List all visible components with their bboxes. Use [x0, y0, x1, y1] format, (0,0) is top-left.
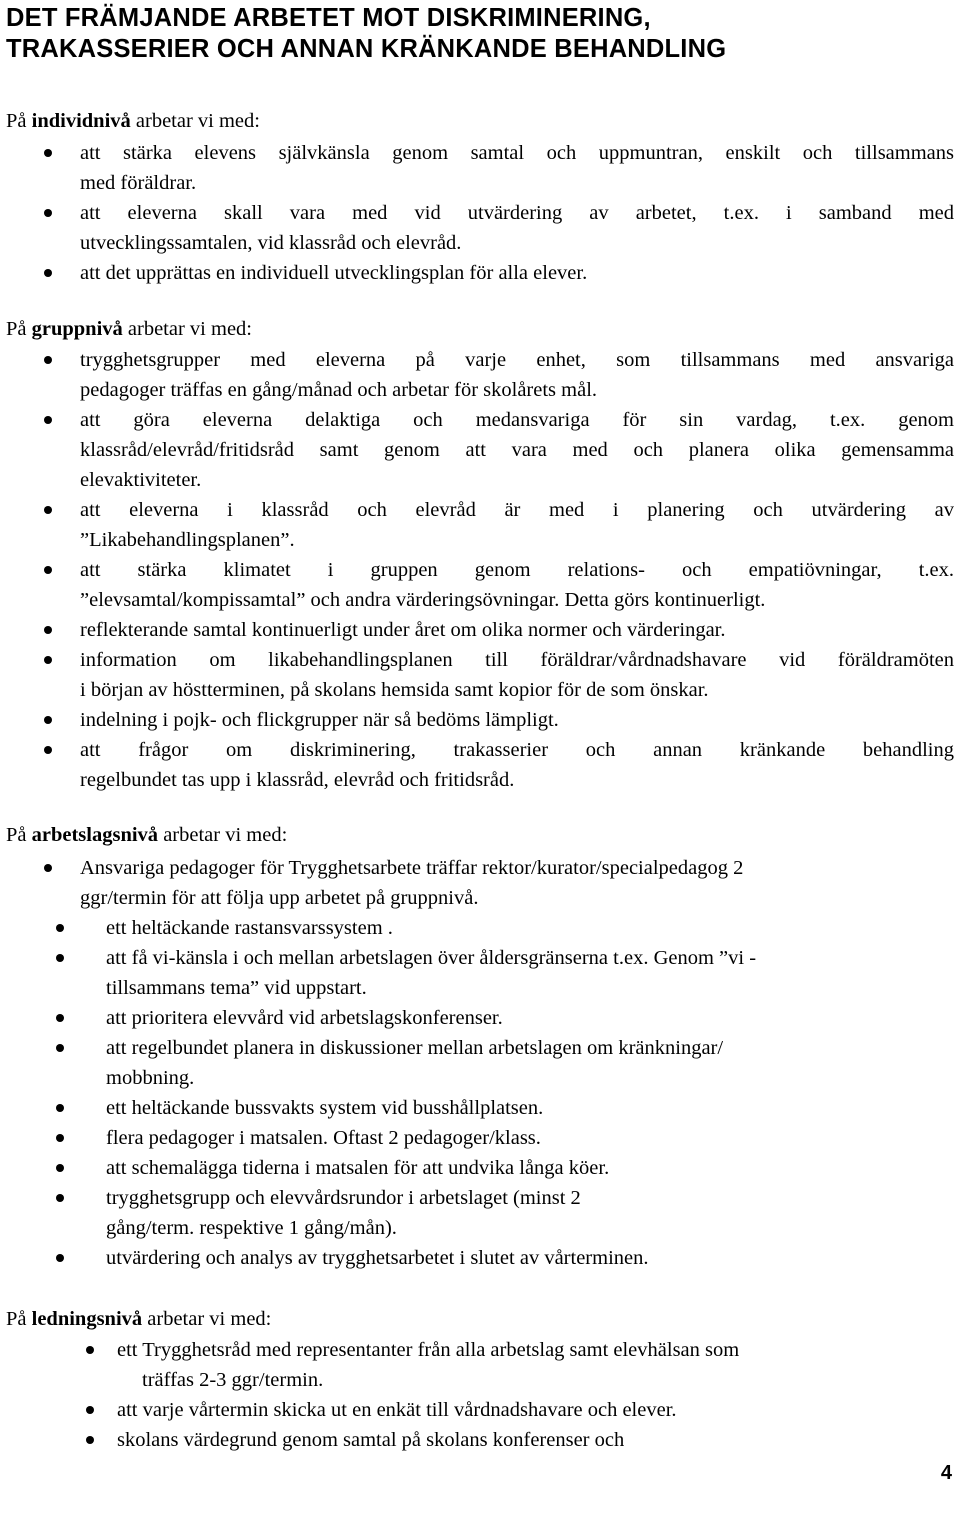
list-item: [80, 645, 954, 705]
list-item-line: att prioritera elevvård vid arbetslagskonferenser.: [106, 1007, 503, 1029]
bullet-icon: [56, 924, 64, 932]
bullet-icon: [56, 1014, 64, 1022]
list-item-line: ”Likabehandlingsplanen”.: [80, 529, 295, 551]
list-item: [80, 943, 954, 1003]
list-item: [80, 1003, 954, 1033]
list-item-line: att få vi-känsla i och mellan arbetslagen över åldersgränserna t.ex. Genom ”vi -: [106, 947, 757, 969]
list-item-line: tillsammans tema” vid uppstart.: [106, 977, 367, 999]
heading-ledningsniva: [6, 1304, 271, 1334]
list-item: [80, 615, 954, 645]
heading-keyword: individnivå: [31, 110, 131, 132]
bullet-icon: [86, 1436, 94, 1444]
list-item-line: att frågor om diskriminering, trakasserier och annan kränkande behandling: [80, 739, 954, 761]
list-item-line: indelning i pojk- och flickgrupper när så bedöms lämpligt.: [80, 709, 559, 731]
bullet-icon: [44, 416, 52, 424]
bullet-icon: [44, 356, 52, 364]
list-item-line: att göra eleverna delaktiga och medansvariga för sin vardag, t.ex. genom: [80, 409, 954, 431]
list-item: [80, 405, 954, 495]
list-item-line: ”elevsamtal/kompissamtal” och andra värderingsövningar. Detta görs kontinuerligt.: [80, 589, 766, 611]
list-item: [80, 1153, 954, 1183]
list-item-line: att varje vårtermin skicka ut en enkät till vårdnadshavare och elever.: [117, 1399, 677, 1421]
list-item-line: elevaktiviteter.: [80, 469, 202, 491]
bullet-icon: [44, 209, 52, 217]
bullet-icon: [56, 1104, 64, 1112]
heading-suffix: arbetar vi med:: [122, 318, 252, 340]
list-item: [80, 495, 954, 555]
bullet-icon: [56, 954, 64, 962]
heading-arbetslagsniva: [6, 820, 287, 850]
bullet-icon: [44, 269, 52, 277]
heading-prefix: På: [6, 1308, 32, 1330]
bullet-icon: [44, 746, 52, 754]
list-arbetslagsniva: [80, 853, 954, 1273]
list-item-line: utvecklingssamtalen, vid klassråd och elevråd.: [80, 232, 462, 254]
list-item: [80, 1123, 954, 1153]
list-item: [117, 1425, 954, 1455]
heading-prefix: På: [6, 110, 32, 132]
bullet-icon: [56, 1044, 64, 1052]
list-item: [80, 735, 954, 795]
list-item-line: ggr/termin för att följa upp arbetet på gruppnivå.: [80, 887, 479, 909]
list-item-line: trygghetsgrupper med eleverna på varje enhet, som tillsammans med ansvariga: [80, 349, 954, 371]
bullet-icon: [86, 1346, 94, 1354]
document-title: [6, 3, 726, 65]
heading-keyword: gruppnivå: [31, 318, 123, 340]
title-line-1: DET FRÄMJANDE ARBETET MOT DISKRIMINERING,: [6, 4, 651, 32]
list-item-line: att stärka klimatet i gruppen genom relations- och empatiövningar, t.ex.: [80, 559, 954, 581]
list-item: [80, 345, 954, 405]
bullet-icon: [44, 149, 52, 157]
list-item-line: Ansvariga pedagoger för Trygghetsarbete träffar rektor/kurator/specialpedagog 2: [80, 857, 744, 879]
list-item: [80, 1033, 954, 1093]
title-line-2: TRAKASSERIER OCH ANNAN KRÄNKANDE BEHANDLING: [6, 35, 727, 63]
list-ledningsniva: [117, 1335, 954, 1455]
list-item-line: reflekterande samtal kontinuerligt under året om olika normer och värderingar.: [80, 619, 726, 641]
heading-suffix: arbetar vi med:: [130, 110, 260, 132]
bullet-icon: [56, 1194, 64, 1202]
bullet-icon: [86, 1406, 94, 1414]
list-item-line: pedagoger träffas en gång/månad och arbetar för skolårets mål.: [80, 379, 598, 401]
list-item-line: mobbning.: [106, 1067, 195, 1089]
list-item-line: att det upprättas en individuell utvecklingsplan för alla elever.: [80, 262, 588, 284]
bullet-icon: [56, 1164, 64, 1172]
bullet-icon: [44, 506, 52, 514]
heading-individniva: [6, 106, 260, 136]
list-item-line: att schemalägga tiderna i matsalen för att undvika långa köer.: [106, 1157, 610, 1179]
bullet-icon: [44, 566, 52, 574]
heading-prefix: På: [6, 824, 32, 846]
list-item-line: ett heltäckande bussvakts system vid busshållplatsen.: [106, 1097, 544, 1119]
list-item-line: att eleverna i klassråd och elevråd är med i planering och utvärdering av: [80, 499, 954, 521]
heading-keyword: ledningsnivå: [31, 1308, 143, 1330]
list-item-line: klassråd/elevråd/fritidsråd samt genom att vara med och planera olika gemensamma: [80, 439, 954, 461]
list-individniva: [80, 138, 954, 288]
bullet-icon: [44, 864, 52, 872]
list-item-line: skolans värdegrund genom samtal på skolans konferenser och: [117, 1429, 625, 1451]
list-item-line: att regelbundet planera in diskussioner mellan arbetslagen om kränkningar/: [106, 1037, 724, 1059]
bullet-icon: [44, 716, 52, 724]
list-item: [117, 1395, 954, 1425]
list-item-line: att eleverna skall vara med vid utvärdering av arbetet, t.ex. i samband med: [80, 202, 954, 224]
bullet-icon: [44, 626, 52, 634]
list-item-line: flera pedagoger i matsalen. Oftast 2 pedagoger/klass.: [106, 1127, 541, 1149]
list-item-line: att stärka elevens självkänsla genom samtal och uppmuntran, enskilt och tillsammans: [80, 142, 954, 164]
list-item-line: trygghetsgrupp och elevvårdsrundor i arbetslaget (minst 2: [106, 1187, 581, 1209]
list-item: [80, 705, 954, 735]
bullet-icon: [56, 1134, 64, 1142]
list-item-line: ett Trygghetsråd med representanter från alla arbetslag samt elevhälsan som: [117, 1339, 740, 1361]
list-item: [80, 853, 954, 913]
list-item: [80, 198, 954, 258]
list-item: [80, 1093, 954, 1123]
list-item-line: utvärdering och analys av trygghetsarbetet i slutet av vårterminen.: [106, 1247, 649, 1269]
list-item-line: information om likabehandlingsplanen till föräldrar/vårdnadshavare vid föräldramöten: [80, 649, 954, 671]
heading-suffix: arbetar vi med:: [158, 824, 288, 846]
heading-keyword: arbetslagsnivå: [31, 824, 159, 846]
list-item-line: ett heltäckande rastansvarssystem .: [106, 917, 393, 939]
heading-suffix: arbetar vi med:: [142, 1308, 272, 1330]
list-item: [80, 1183, 954, 1243]
list-item: [80, 1243, 954, 1273]
list-item-line: i början av höstterminen, på skolans hemsida samt kopior för de som önskar.: [80, 679, 709, 701]
heading-prefix: På: [6, 318, 32, 340]
list-item: [80, 258, 954, 288]
list-item-line: med föräldrar.: [80, 172, 197, 194]
list-gruppniva: [80, 345, 954, 795]
list-item-line: gång/term. respektive 1 gång/mån).: [106, 1217, 397, 1239]
bullet-icon: [56, 1254, 64, 1262]
list-item-line: träffas 2-3 ggr/termin.: [142, 1369, 324, 1391]
page-number: 4: [940, 1462, 952, 1484]
heading-gruppniva: [6, 314, 252, 344]
list-item: [80, 138, 954, 198]
list-item: [80, 913, 954, 943]
list-item-line: regelbundet tas upp i klassråd, elevråd och fritidsråd.: [80, 769, 515, 791]
list-item: [80, 555, 954, 615]
bullet-icon: [44, 656, 52, 664]
list-item: [117, 1335, 954, 1395]
